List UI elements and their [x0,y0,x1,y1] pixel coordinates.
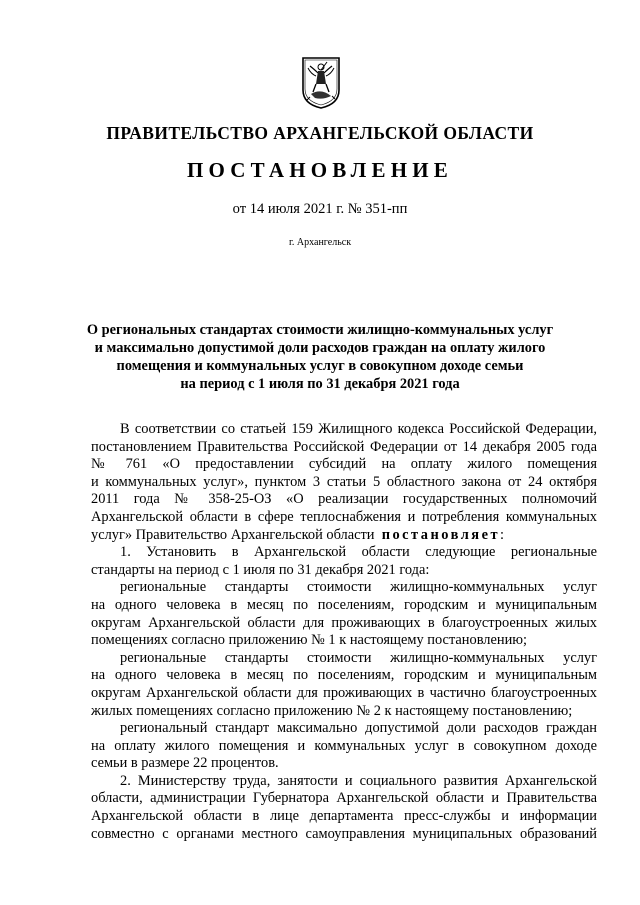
body-line: Архангельской области в сфере теплоснабжения и потребления коммунальных [91,508,597,525]
title-line: и максимально допустимой доли расходов граждан на оплату жилого [94,340,546,356]
body-line: постановлением Правительства Российской Федерации от 14 декабря 2005 года [91,438,597,455]
document-body [91,421,597,843]
body-line: помещениях согласно приложению № 1 к настоящему постановлению; [91,632,528,649]
body-line-decree [91,527,597,545]
body-line: № 761 «О предоставлении субсидий на оплату жилого помещения [91,456,597,473]
body-line: области, администрации Губернатора Архангельской области и Правительства [91,790,597,807]
body-line: на оплату жилого помещения и коммунальных услуг в совокупном доходе [91,737,597,754]
body-line: региональные стандарты стоимости жилищно-коммунальных услуг [120,649,597,666]
title-line: О региональных стандартах стоимости жилищно-коммунальных услуг [86,322,554,338]
body-line: семьи в размере 22 процентов. [91,755,279,772]
title-line: на период с 1 июля по 31 декабря 2021 года [180,376,460,392]
decree-word: постановляет [381,526,501,543]
body-line: жилых помещениях согласно приложению № 2 к настоящему постановлению; [91,702,573,719]
body-line: 1. Установить в Архангельской области следующие региональные [120,544,597,561]
body-line: округам Архангельской области для проживающих в частично благоустроенных [91,684,597,701]
body-line: В соответствии со статьей 159 Жилищного кодекса Российской Федерации, [120,421,597,437]
body-line: и коммунальных услуг», пунктом 3 статьи 5 областного закона от 24 октября [91,473,597,490]
body-line: на одного человека в месяц по поселениям, городским и муниципальным [91,667,597,684]
body-line: округам Архангельской области для проживающих в благоустроенных жилых [91,614,597,631]
title-line: помещения и коммунальных услуг в совокупном доходе семьи [116,358,524,374]
coat-of-arms-icon [301,56,341,110]
body-line: 2. Министерству труда, занятости и социального развития Архангельской [120,772,597,789]
body-line: на одного человека в месяц по поселениям, городским и муниципальным [91,596,597,613]
city: г. Архангельск [288,237,352,248]
body-line: Архангельской области в лице департамента пресс-службы и информации [91,808,597,825]
date-and-number: от 14 июля 2021 г. № 351-пп [232,201,408,217]
decree-colon: : [500,526,505,543]
body-line: 2011 года № 358-25-ОЗ «О реализации государственных полномочий [91,491,597,508]
body-line: региональный стандарт максимально допустимой доли расходов граждан [120,720,597,737]
body-line-text: услуг» Правительство Архангельской области [91,526,375,543]
body-line: региональные стандарты стоимости жилищно-коммунальных услуг [120,579,597,596]
document-type: ПОСТАНОВЛЕНИЕ [186,158,454,182]
body-line: совместно с органами местного самоуправления муниципальных образований [91,825,597,842]
government-name: ПРАВИТЕЛЬСТВО АРХАНГЕЛЬСКОЙ ОБЛАСТИ [106,123,534,143]
document-title [80,321,560,393]
body-line: стандарты на период с 1 июля по 31 декабря 2021 года: [91,561,430,578]
